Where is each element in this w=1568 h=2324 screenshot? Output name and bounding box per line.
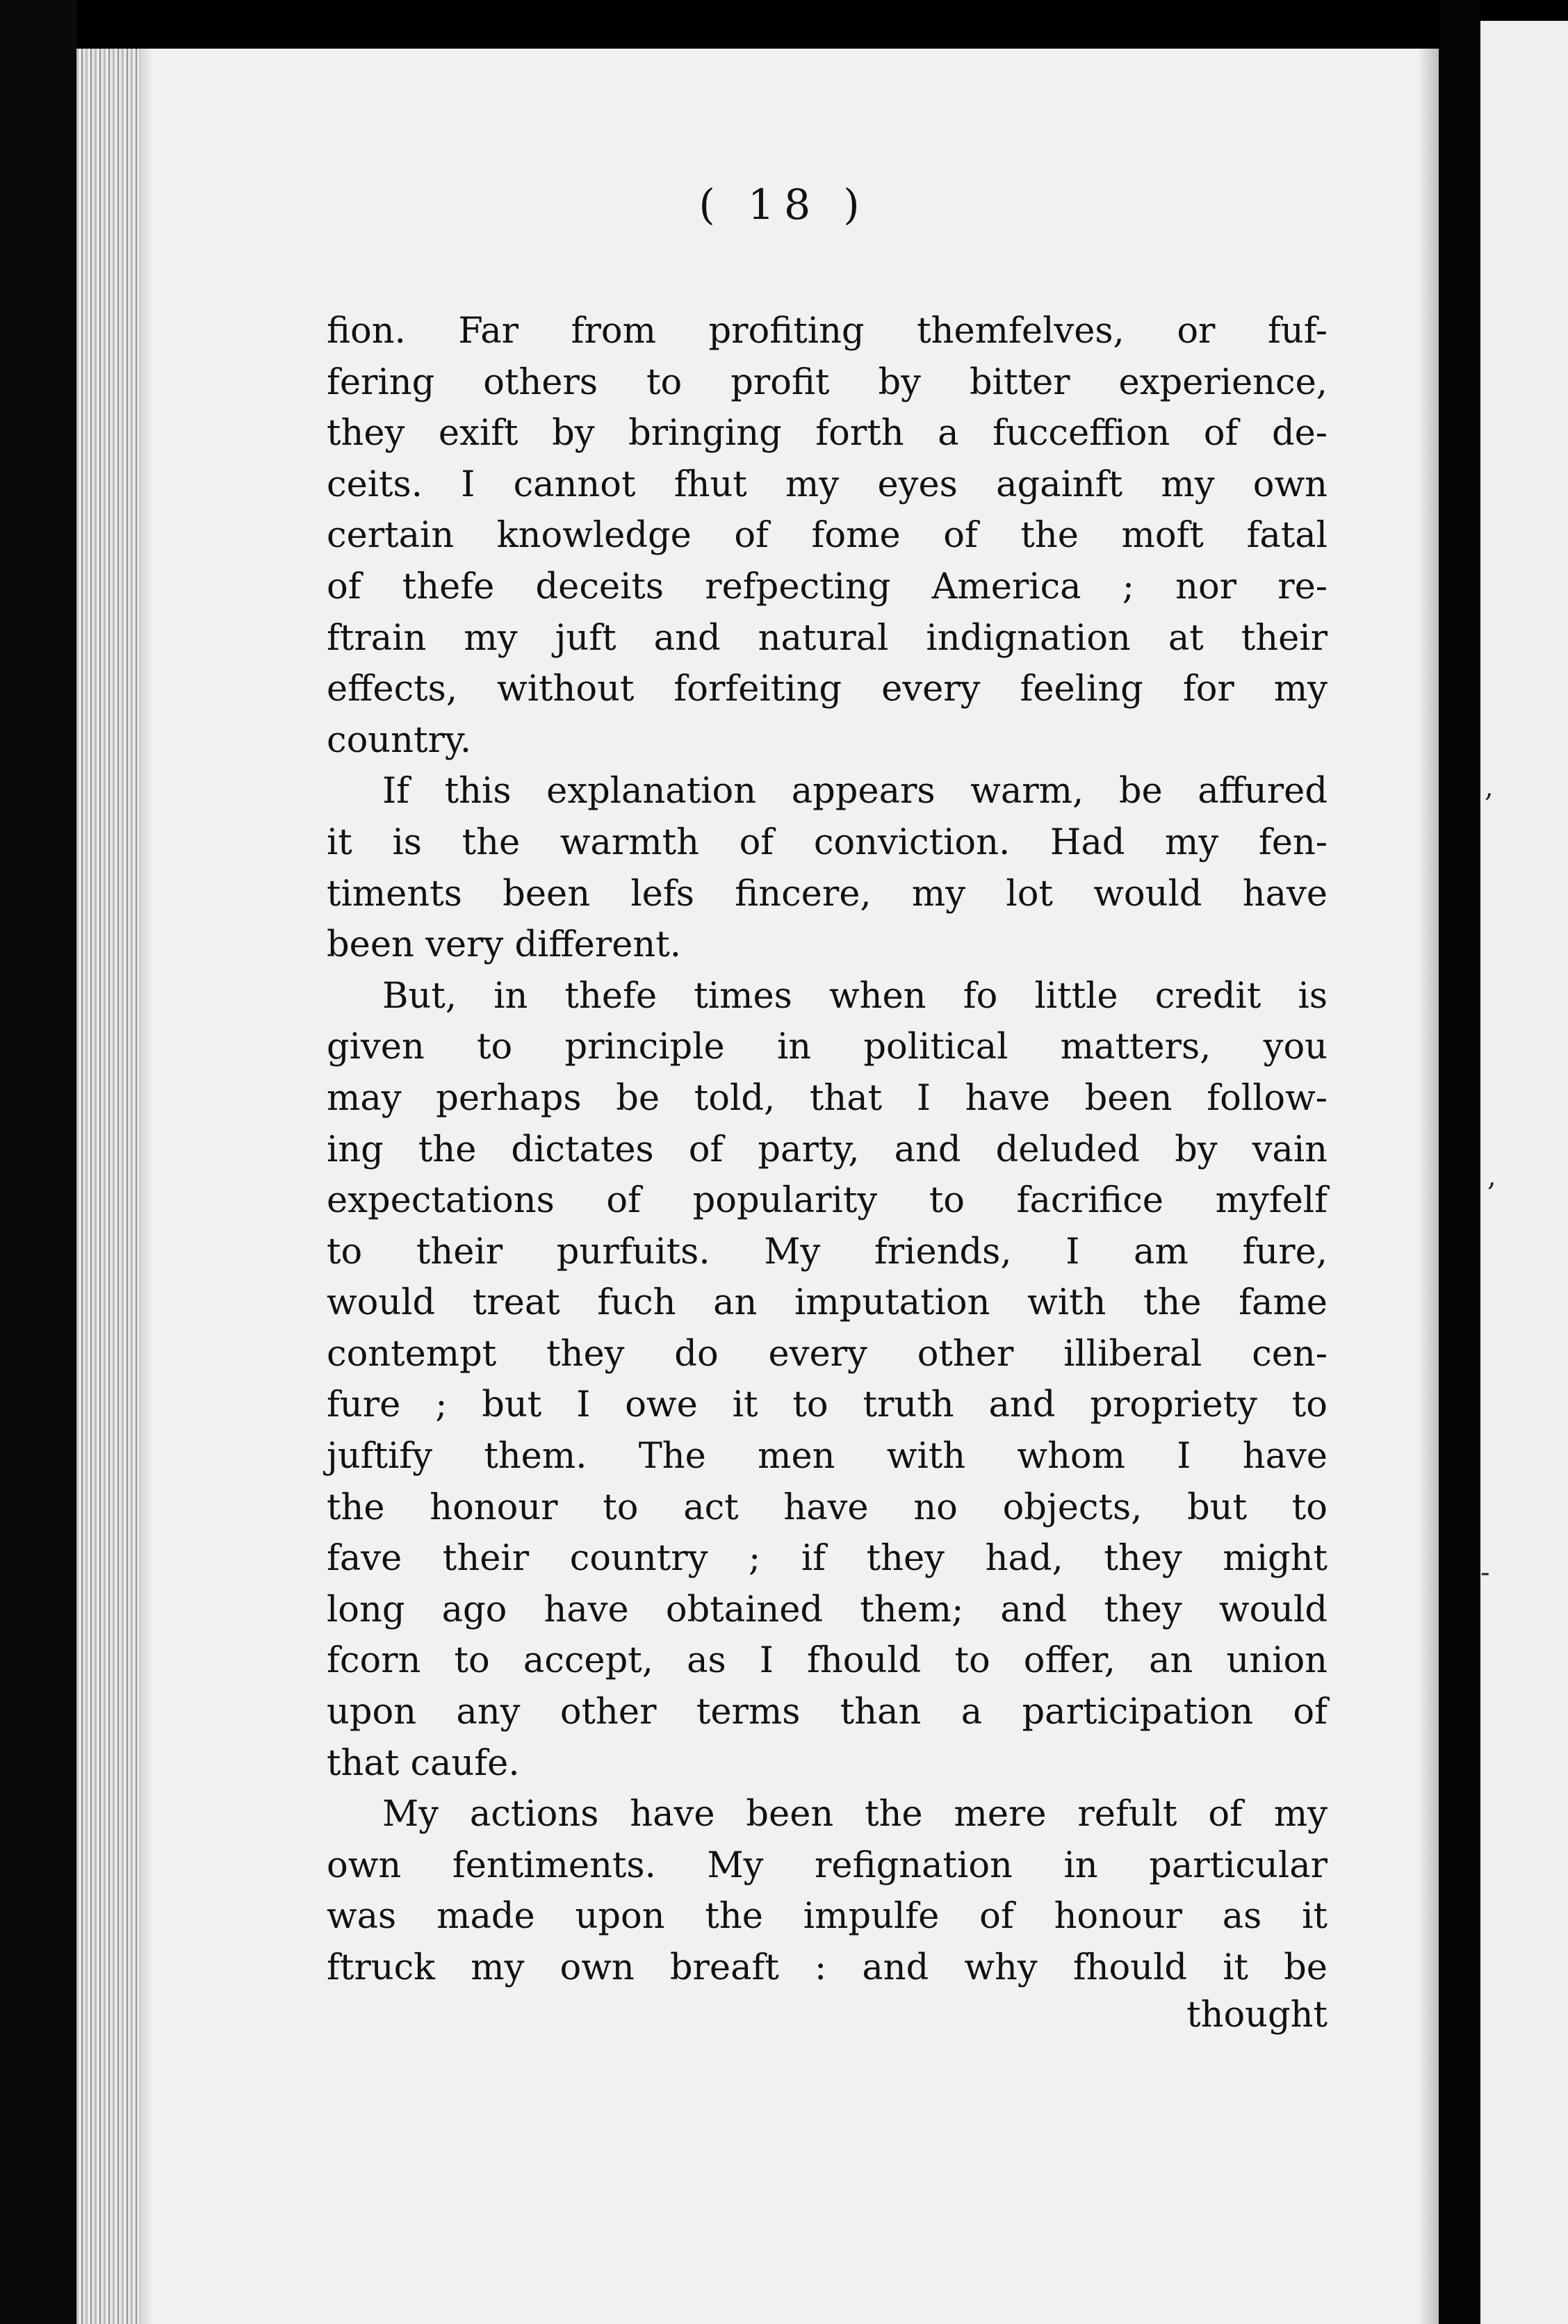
paragraph: [327, 766, 1328, 970]
scan-border-left: [0, 0, 76, 2324]
text-line: of thefe deceits refpecting America ; nor re-: [327, 566, 1328, 607]
page-fore-edge: [76, 49, 153, 2324]
text-line: own fentiments. My refignation in particular: [327, 1844, 1328, 1886]
page-gutter-shadow: [1418, 49, 1439, 2324]
text-line: the honour to act have no objects, but to: [327, 1487, 1328, 1528]
text-line: may perhaps be told, that I have been follow-: [327, 1077, 1328, 1119]
page-number: ( 18 ): [699, 181, 869, 229]
text-line: that caufe.: [327, 1742, 520, 1784]
text-line: fave their country ; if they had, they might: [327, 1538, 1328, 1580]
text-line: was made upon the impulfe of honour as it: [327, 1896, 1328, 1938]
text-line: ceits. I cannot fhut my eyes againft my own: [327, 464, 1328, 505]
facing-page-mark: ,: [1487, 1161, 1496, 1193]
book-spine: [1439, 0, 1480, 2324]
text-line: it is the warmth of conviction. Had my fen-: [327, 821, 1328, 863]
text-line: ftruck my own breaft : and why fhould it be: [327, 1947, 1328, 1988]
text-line: long ago have obtained them; and they would: [327, 1589, 1328, 1630]
text-line: expectations of popularity to facrifice myfelf: [327, 1180, 1328, 1222]
text-line: contempt they do every other illiberal cen-: [327, 1333, 1328, 1375]
text-line: timents been lefs fincere, my lot would have: [327, 873, 1328, 915]
text-line: ftrain my juft and natural indignation at their: [327, 617, 1328, 659]
facing-page-edge: [1480, 21, 1568, 2324]
text-line: given to principle in political matters, you: [327, 1026, 1328, 1068]
text-line: been very different.: [327, 924, 681, 966]
text-line: upon any other terms than a participation of: [327, 1692, 1328, 1733]
text-line: My actions have been the mere refult of my: [382, 1794, 1328, 1835]
catchword: thought: [1186, 1995, 1328, 2036]
facing-page-mark: -: [1480, 1557, 1490, 1589]
paragraph: [327, 971, 1328, 1790]
text-line: But, in thefe times when fo little credit is: [382, 975, 1328, 1017]
text-line: fion. Far from profiting themfelves, or fuf-: [327, 311, 1328, 352]
text-line: juftify them. The men with whom I have: [327, 1436, 1328, 1478]
text-line: would treat fuch an imputation with the fame: [327, 1282, 1328, 1324]
text-line: fcorn to accept, as I fhould to offer, an union: [327, 1640, 1328, 1682]
text-line: certain knowledge of fome of the moft fatal: [327, 515, 1328, 557]
body-text: [327, 306, 1328, 1994]
paragraph: [327, 1789, 1328, 1993]
text-line: to their purfuits. My friends, I am fure,: [327, 1231, 1328, 1273]
text-line: effects, without forfeiting every feeling for my: [327, 669, 1328, 710]
text-line: fering others to profit by bitter experience,: [327, 361, 1328, 403]
text-line: they exift by bringing forth a fucceffion of de-: [327, 413, 1328, 455]
text-line: fure ; but I owe it to truth and propriety to: [327, 1384, 1328, 1426]
facing-page-mark: ,: [1485, 771, 1494, 803]
paragraph: [327, 306, 1328, 766]
text-line: country.: [327, 719, 472, 761]
text-line: ing the dictates of party, and deluded by vain: [327, 1129, 1328, 1170]
text-line: If this explanation appears warm, be affured: [382, 771, 1328, 812]
